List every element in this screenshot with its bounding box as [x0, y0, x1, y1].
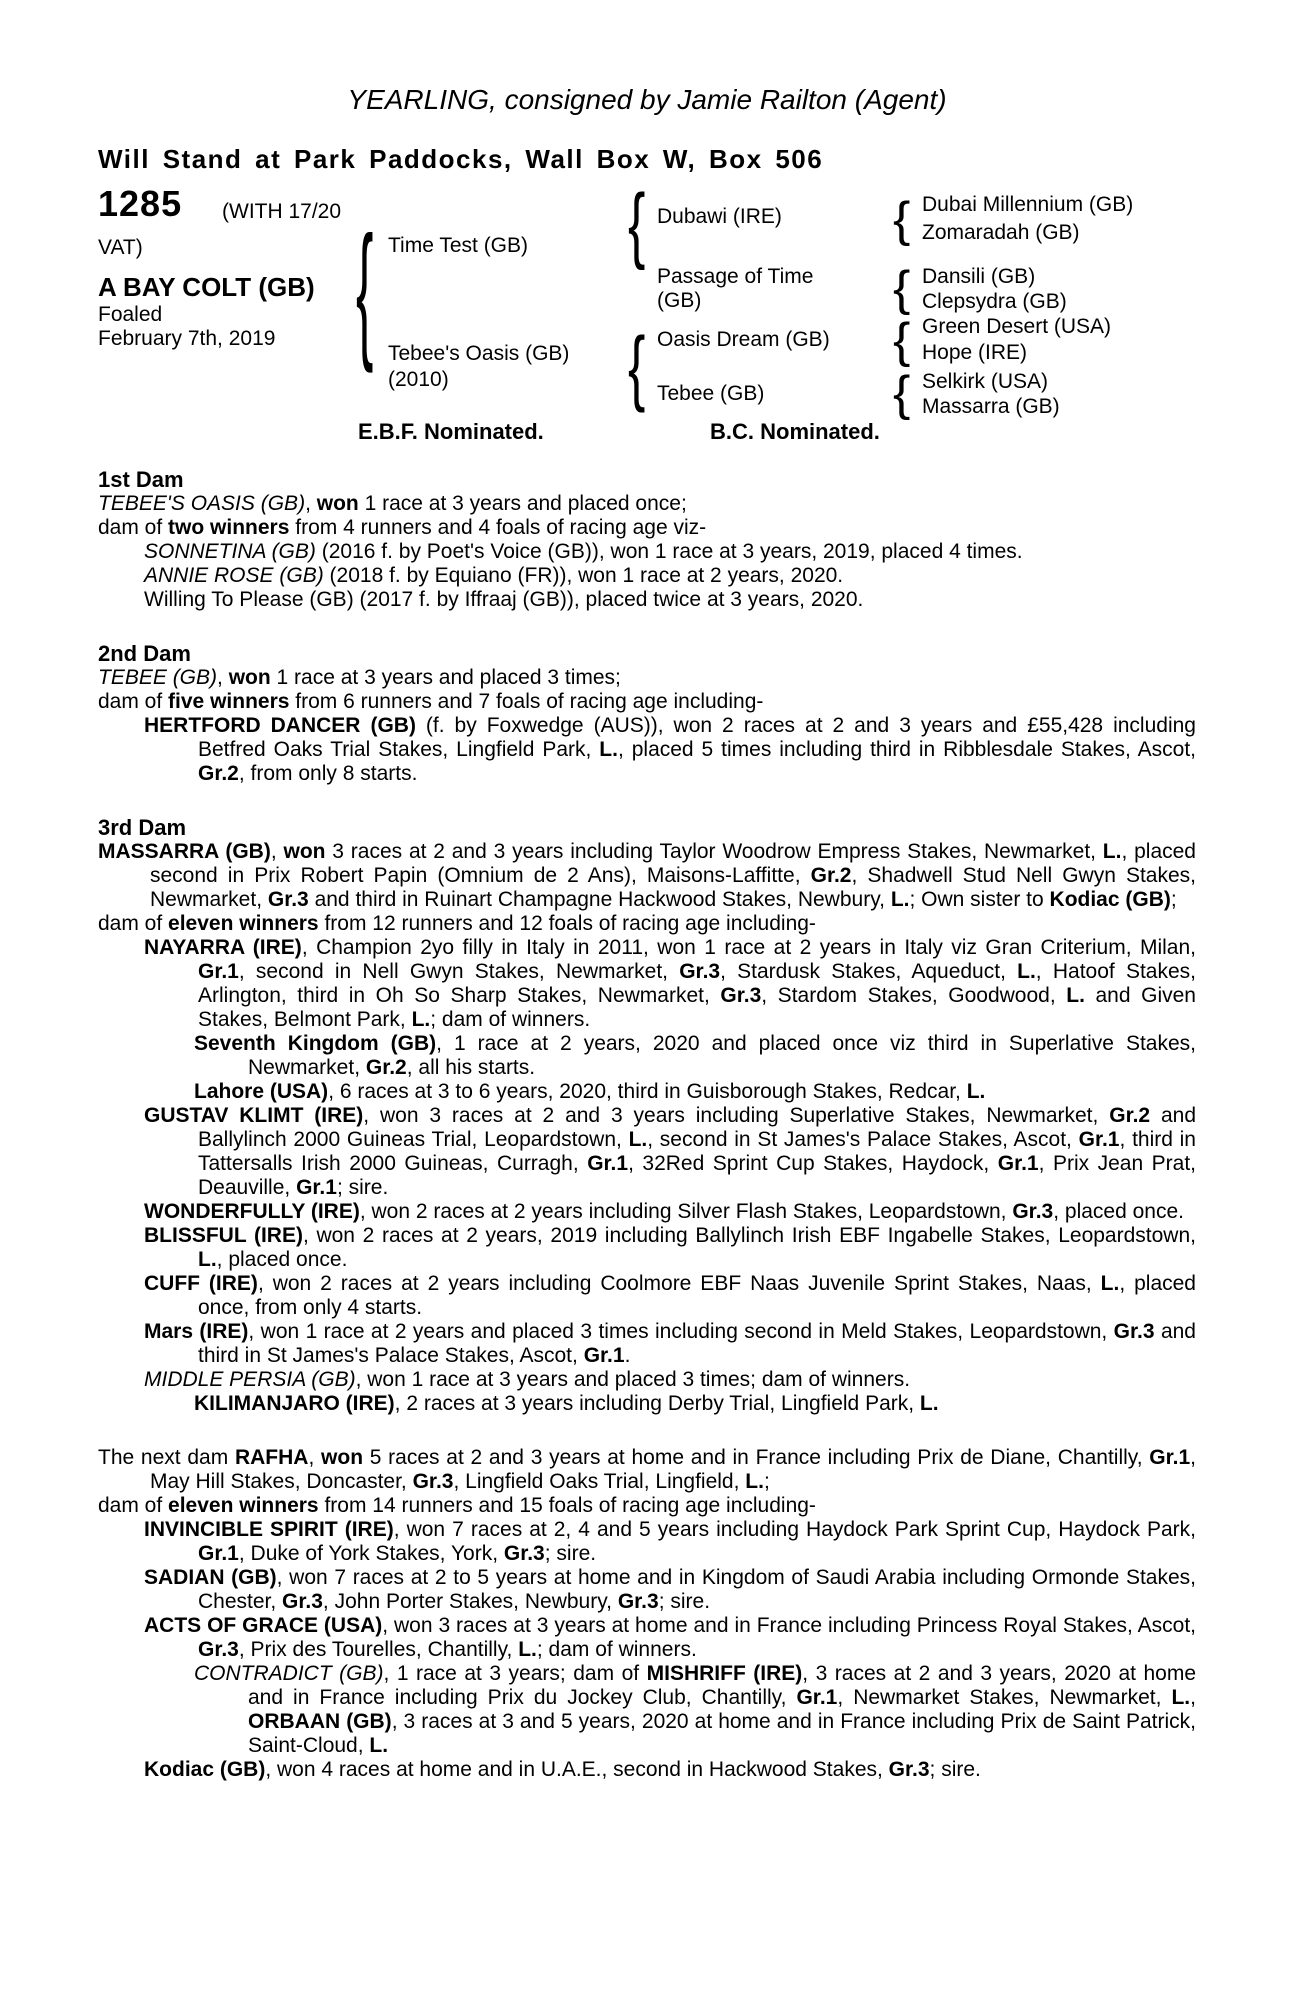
- pedigree-paragraph: BLISSFUL (IRE), won 2 races at 2 years, 2019 including Ballylinch Irish EBF Ingabelle Stakes, Leopardstown, L., placed once.: [144, 1224, 1196, 1271]
- emphasis-bold: Gr.3: [720, 984, 762, 1007]
- emphasis-bold: Gr.3: [679, 960, 721, 983]
- consignor-title: YEARLING, consigned by Jamie Railton (Agent): [347, 84, 947, 115]
- pedigree-sire-dam-sire: Dansili (GB): [922, 265, 1036, 288]
- pedigree-brace-sire-sire: {: [893, 192, 911, 248]
- emphasis-bold: Gr.3: [888, 1758, 930, 1781]
- pedigree-paragraph: ANNIE ROSE (GB) (2018 f. by Equiano (FR)), won 1 race at 2 years, 2020.: [144, 564, 844, 587]
- pedigree-paragraph: HERTFORD DANCER (GB) (f. by Foxwedge (AUS)), won 2 races at 2 and 3 years and £55,428 including Betfred Oaks Trial Stakes, Lingfield Park, L., placed 5 times including third in Ribblesdale Stakes, Ascot, Gr.2, from only 8 starts.: [144, 714, 1196, 785]
- emphasis-bold: Gr.3: [198, 1638, 239, 1661]
- emphasis-bold: HERTFORD DANCER (GB): [144, 714, 416, 737]
- pedigree-paragraph: Seventh Kingdom (GB), 1 race at 2 years, 2020 and placed once viz third in Superlative Stakes, Newmarket, Gr.2, all his starts.: [194, 1032, 1196, 1079]
- dam-section: [98, 468, 1196, 612]
- emphasis-bold: Gr.3: [1113, 1320, 1155, 1343]
- emphasis-bold: Gr.1: [198, 960, 239, 983]
- pedigree-dam: Tebee's Oasis (GB): [388, 342, 570, 365]
- emphasis-bold: L.: [369, 1734, 389, 1757]
- horse-name: A BAY COLT (GB): [98, 272, 315, 302]
- pedigree-dam-dam-dam: Massarra (GB): [922, 395, 1060, 418]
- emphasis-bold: L.: [890, 888, 910, 911]
- pedigree-paragraph: SONNETINA (GB) (2016 f. by Poet's Voice (GB)), won 1 race at 3 years, 2019, placed 4 times.: [144, 540, 1023, 563]
- pedigree-paragraph: The next dam RAFHA, won 5 races at 2 and 3 years at home and in France including Prix de Diane, Chantilly, Gr.1, May Hill Stakes, Doncaster, Gr.3, Lingfield Oaks Trial, Lingfield, L.;: [98, 1446, 1197, 1493]
- emphasis-bold: won: [228, 666, 271, 689]
- pedigree-sire-dam-dam: Clepsydra (GB): [922, 290, 1067, 313]
- emphasis-bold: ORBAAN (GB): [248, 1710, 392, 1733]
- emphasis-bold: L.: [1017, 960, 1036, 983]
- pedigree-paragraph: WONDERFULLY (IRE), won 2 races at 2 years including Silver Flash Stakes, Leopardstown, Gr.3, placed once.: [144, 1200, 1184, 1223]
- pedigree-paragraph: dam of eleven winners from 12 runners and 12 foals of racing age including-: [98, 912, 816, 935]
- pedigree-brace-sire: {: [628, 178, 646, 272]
- pedigree-paragraph: NAYARRA (IRE), Champion 2yo filly in Italy in 2011, won 1 race at 2 years in Italy viz Gran Criterium, Milan, Gr.1, second in Nell Gwyn Stakes, Newmarket, Gr.3, Stardusk Stakes, Aqueduct, L., Hatoof Stakes, Arlington, third in Oh So Sharp Stakes, Newmarket, Gr.3, Stardom Stakes, Goodwood, L. and Given Stakes, Belmont Park, L.; dam of winners.: [144, 936, 1197, 1031]
- pedigree-sire-dam-line2: (GB): [657, 289, 702, 312]
- pedigree-paragraph: TEBEE (GB), won 1 race at 3 years and placed 3 times;: [98, 666, 621, 689]
- pedigree-paragraph: dam of eleven winners from 14 runners and 15 foals of racing age including-: [98, 1494, 816, 1517]
- pedigree-brace-dam-sire: {: [893, 313, 911, 369]
- emphasis-bold: RAFHA: [234, 1446, 309, 1469]
- vat-note-line1: (WITH 17/20: [222, 200, 342, 223]
- pedigree-dam-sire-dam: Hope (IRE): [922, 341, 1028, 364]
- emphasis-bold: NAYARRA (IRE): [144, 936, 302, 959]
- pedigree-dam-dam: Tebee (GB): [657, 382, 765, 405]
- emphasis-bold: L.: [628, 1128, 648, 1151]
- emphasis-bold: Gr.3: [1012, 1200, 1054, 1223]
- emphasis-bold: Gr.3: [267, 888, 309, 911]
- lot-number: 1285: [98, 183, 183, 224]
- emphasis-bold: Gr.3: [412, 1470, 454, 1493]
- pedigree-dam-year: (2010): [388, 368, 449, 391]
- emphasis-bold: Gr.3: [282, 1590, 323, 1613]
- pedigree-paragraph: ACTS OF GRACE (USA), won 3 races at 3 years at home and in France including Princess Royal Stakes, Ascot, Gr.3, Prix des Tourelles, Chantilly, L.; dam of winners.: [144, 1614, 1196, 1661]
- emphasis-bold: Gr.1: [997, 1152, 1039, 1175]
- pedigree-paragraph: dam of two winners from 4 runners and 4 foals of racing age viz-: [98, 516, 707, 539]
- dam-section-heading: 3rd Dam: [98, 815, 187, 840]
- pedigree-paragraph: TEBEE'S OASIS (GB), won 1 race at 3 years and placed once;: [98, 492, 687, 515]
- vat-note-line2: VAT): [98, 236, 143, 259]
- pedigree-paragraph: Kodiac (GB), won 4 races at home and in U.A.E., second in Hackwood Stakes, Gr.3; sire.: [144, 1758, 981, 1781]
- pedigree-dam-sire: Oasis Dream (GB): [657, 328, 830, 351]
- emphasis-bold: won: [316, 492, 359, 515]
- foaled-date: February 7th, 2019: [98, 327, 276, 350]
- emphasis-bold: Gr.1: [587, 1152, 629, 1175]
- emphasis-bold: SADIAN (GB): [144, 1566, 277, 1589]
- emphasis-bold: Lahore (USA): [194, 1080, 329, 1103]
- emphasis-bold: Gr.1: [1078, 1128, 1120, 1151]
- pedigree-brace-gen1: {: [356, 207, 374, 377]
- emphasis-italic: TEBEE'S OASIS (GB): [98, 492, 306, 515]
- emphasis-bold: Gr.2: [365, 1056, 407, 1079]
- pedigree-text-sections: [98, 468, 1196, 1782]
- emphasis-bold: L.: [1102, 840, 1122, 863]
- emphasis-bold: L.: [518, 1638, 537, 1661]
- dam-section: [98, 816, 1196, 1416]
- emphasis-italic: TEBEE (GB): [98, 666, 218, 689]
- pedigree-sire-sire: Dubawi (IRE): [657, 205, 782, 228]
- pedigree-paragraph: GUSTAV KLIMT (IRE), won 3 races at 2 and 3 years including Superlative Stakes, Newmarket, Gr.2 and Ballylinch 2000 Guineas Trial, Leopardstown, L., second in St James's Palace Stakes, Ascot, Gr.1, third in Tattersalls Irish 2000 Guineas, Curragh, Gr.1, 32Red Sprint Cup Stakes, Haydock, Gr.1, Prix Jean Prat, Deauville, Gr.1; sire.: [144, 1104, 1197, 1199]
- pedigree-paragraph: Mars (IRE), won 1 race at 2 years and placed 3 times including second in Meld Stakes, Leopardstown, Gr.3 and third in St James's Palace Stakes, Ascot, Gr.1.: [144, 1320, 1196, 1367]
- foaled-label: Foaled: [98, 303, 163, 326]
- emphasis-italic: ANNIE ROSE (GB): [144, 564, 324, 587]
- pedigree-paragraph: KILIMANJARO (IRE), 2 races at 3 years including Derby Trial, Lingfield Park, L.: [194, 1392, 939, 1415]
- emphasis-bold: L.: [411, 1008, 431, 1031]
- emphasis-bold: eleven winners: [168, 912, 319, 935]
- emphasis-bold: KILIMANJARO (IRE): [194, 1392, 395, 1415]
- emphasis-bold: GUSTAV KLIMT (IRE): [144, 1104, 364, 1127]
- emphasis-bold: L.: [745, 1470, 764, 1493]
- pedigree-paragraph: CUFF (IRE), won 2 races at 2 years including Coolmore EBF Naas Juvenile Sprint Stakes, Naas, L., placed once, from only 4 starts.: [144, 1272, 1196, 1319]
- emphasis-bold: L.: [1066, 984, 1085, 1007]
- emphasis-bold: five winners: [168, 690, 290, 713]
- pedigree-paragraph: CONTRADICT (GB), 1 race at 3 years; dam of MISHRIFF (IRE), 3 races at 2 and 3 years, 2020 at home and in France including Prix du Jockey Club, Chantilly, Gr.1, Newmarket Stakes, Newmarket, L., ORBAAN (GB), 3 races at 3 and 5 years, 2020 at home and in France including Prix de Saint Patrick, Saint-Cloud, L.: [194, 1662, 1197, 1757]
- emphasis-bold: Gr.3: [617, 1590, 659, 1613]
- pedigree-paragraph: Willing To Please (GB) (2017 f. by Iffraaj (GB)), placed twice at 3 years, 2020.: [144, 588, 864, 611]
- emphasis-bold: two winners: [168, 516, 290, 539]
- emphasis-bold: L.: [919, 1392, 939, 1415]
- emphasis-bold: Gr.1: [796, 1686, 838, 1709]
- pedigree-paragraph: Lahore (USA), 6 races at 3 to 6 years, 2020, third in Guisborough Stakes, Redcar, L.: [194, 1080, 986, 1103]
- emphasis-bold: MISHRIFF (IRE): [646, 1662, 803, 1685]
- emphasis-bold: Gr.1: [1149, 1446, 1191, 1469]
- emphasis-bold: won: [283, 840, 326, 863]
- emphasis-italic: SONNETINA (GB): [144, 540, 316, 563]
- emphasis-bold: Mars (IRE): [144, 1320, 249, 1343]
- pedigree-sire-sire-dam: Zomaradah (GB): [922, 221, 1080, 244]
- emphasis-italic: MIDDLE PERSIA (GB): [144, 1368, 356, 1391]
- emphasis-bold: Gr.2: [198, 762, 239, 785]
- bc-nominated-note: B.C. Nominated.: [710, 419, 880, 444]
- emphasis-bold: CUFF (IRE): [144, 1272, 258, 1295]
- ebf-nominated-note: E.B.F. Nominated.: [358, 419, 544, 444]
- pedigree-brace-sire-dam: {: [893, 261, 911, 317]
- pedigree-paragraph: SADIAN (GB), won 7 races at 2 to 5 years at home and in Kingdom of Saudi Arabia including Ormonde Stakes, Chester, Gr.3, John Porter Stakes, Newbury, Gr.3; sire.: [144, 1566, 1196, 1613]
- emphasis-bold: won: [321, 1446, 364, 1469]
- emphasis-bold: ACTS OF GRACE (USA): [144, 1614, 383, 1637]
- emphasis-bold: L.: [198, 1248, 217, 1271]
- emphasis-bold: Gr.1: [296, 1176, 337, 1199]
- pedigree-paragraph: MASSARRA (GB), won 3 races at 2 and 3 years including Taylor Woodrow Empress Stakes, Newmarket, L., placed second in Prix Robert Papin (Omnium de 2 Ans), Maisons-Laffitte, Gr.2, Shadwell Stud Nell Gwyn Stakes, Newmarket, Gr.3 and third in Ruinart Champagne Hackwood Stakes, Newbury, L.; Own sister to Kodiac (GB);: [98, 840, 1196, 911]
- emphasis-bold: Kodiac (GB): [144, 1758, 266, 1781]
- emphasis-bold: L.: [1171, 1686, 1191, 1709]
- pedigree-sire-sire-sire: Dubai Millennium (GB): [922, 193, 1134, 216]
- emphasis-bold: Kodiac (GB): [1049, 888, 1171, 911]
- emphasis-bold: Gr.1: [198, 1542, 239, 1565]
- pedigree-paragraph: dam of five winners from 6 runners and 7 foals of racing age including-: [98, 690, 764, 713]
- pedigree-brace-dam-dam: {: [893, 366, 911, 422]
- emphasis-bold: Gr.1: [583, 1344, 625, 1367]
- pedigree-dam-dam-sire: Selkirk (USA): [922, 370, 1049, 393]
- emphasis-bold: L.: [1100, 1272, 1120, 1295]
- pedigree-sire-dam-line1: Passage of Time: [657, 265, 814, 288]
- emphasis-bold: INVINCIBLE SPIRIT (IRE): [144, 1518, 394, 1541]
- dam-section-heading: 1st Dam: [98, 467, 184, 492]
- pedigree-paragraph: INVINCIBLE SPIRIT (IRE), won 7 races at 2, 4 and 5 years including Haydock Park Sprint Cup, Haydock Park, Gr.1, Duke of York Stakes, York, Gr.3; sire.: [144, 1518, 1196, 1565]
- emphasis-bold: Gr.2: [810, 864, 852, 887]
- stand-location-line: Will Stand at Park Paddocks, Wall Box W, Box 506: [98, 144, 824, 174]
- pedigree-sire: Time Test (GB): [388, 234, 529, 257]
- emphasis-bold: L.: [599, 738, 618, 761]
- emphasis-bold: Gr.2: [1109, 1104, 1151, 1127]
- dam-section: [98, 1446, 1196, 1782]
- emphasis-bold: eleven winners: [168, 1494, 319, 1517]
- emphasis-bold: L.: [966, 1080, 986, 1103]
- emphasis-bold: Seventh Kingdom (GB): [194, 1032, 437, 1055]
- emphasis-bold: MASSARRA (GB): [98, 840, 271, 863]
- dam-section: [98, 642, 1196, 786]
- dam-section-heading: 2nd Dam: [98, 641, 191, 666]
- pedigree-paragraph: MIDDLE PERSIA (GB), won 1 race at 3 years and placed 3 times; dam of winners.: [144, 1368, 911, 1391]
- emphasis-bold: BLISSFUL (IRE): [144, 1224, 303, 1247]
- emphasis-bold: WONDERFULLY (IRE): [144, 1200, 360, 1223]
- pedigree-dam-sire-sire: Green Desert (USA): [922, 315, 1112, 338]
- pedigree-brace-dam: {: [628, 321, 646, 415]
- emphasis-bold: Gr.3: [503, 1542, 545, 1565]
- emphasis-italic: CONTRADICT (GB): [194, 1662, 384, 1685]
